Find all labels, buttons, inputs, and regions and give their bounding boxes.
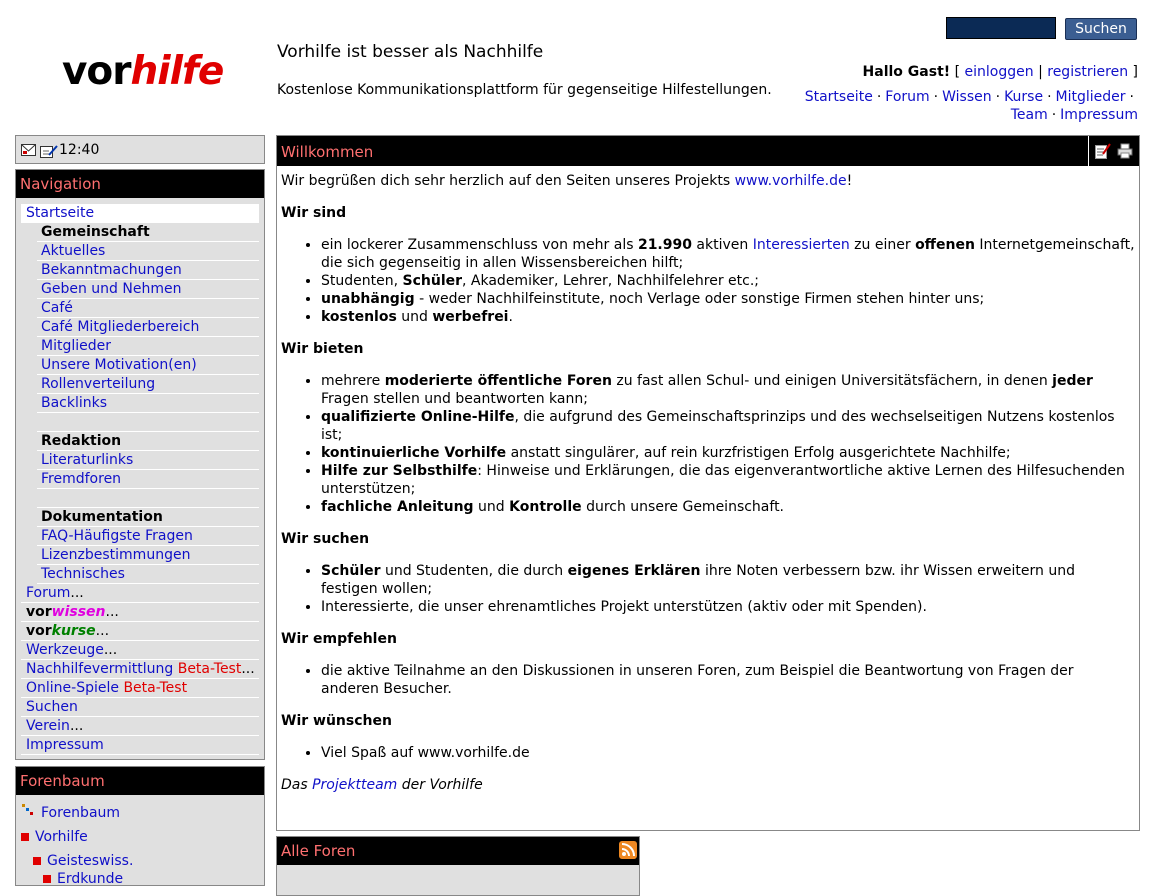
search-button[interactable]: Suchen <box>1065 18 1137 40</box>
nav-item-startseite[interactable]: Startseite <box>21 204 259 223</box>
forenbaum-title: Forenbaum <box>16 767 264 795</box>
nav-item-rollenverteilung[interactable]: Rollenverteilung <box>37 375 259 394</box>
top-navigation: Startseite · Forum · Wissen · Kurse · Mitglieder · Team · Impressum <box>804 89 1138 123</box>
edit-icon[interactable] <box>40 144 55 156</box>
alle-foren-header <box>277 837 639 865</box>
welcome-title: Willkommen <box>281 143 374 161</box>
folder-icon <box>21 833 29 841</box>
top-nav-startseite[interactable]: Startseite <box>804 89 873 105</box>
heading-wir-bieten: Wir bieten <box>281 341 364 357</box>
register-link[interactable]: registrieren <box>1047 64 1129 80</box>
nav-item-vorkurse[interactable]: vorkurse... <box>21 622 259 641</box>
interessierte-link[interactable]: Interessierten <box>752 237 850 253</box>
list-item: • Interessierte, die unser ehrenamtliches Projekt unterstützen (aktiv oder mit Spenden). <box>321 598 1135 616</box>
nav-item-verein[interactable]: Verein... <box>21 717 259 736</box>
nav-item-vorwissen[interactable]: vorwissen... <box>21 603 259 622</box>
navigation-list <box>21 204 259 755</box>
nav-item-motivation[interactable]: Unsere Motivation(en) <box>37 356 259 375</box>
nav-item-aktuelles[interactable]: Aktuelles <box>37 242 259 261</box>
mail-icon[interactable] <box>21 144 36 156</box>
list-wir-wuenschen <box>281 744 1135 762</box>
list-item: • Schüler und Studenten, die durch eigenes Erklären ihre Noten verbessern bzw. ihr Wissen erweitern und festigen wollen; <box>321 562 1135 598</box>
alle-foren-title: Alle Foren <box>281 842 356 860</box>
nav-item-cafe-mitgliederbereich[interactable]: Café Mitgliederbereich <box>37 318 259 337</box>
list-wir-sind <box>281 236 1135 326</box>
list-item: • kostenlos und werbefrei. <box>321 308 1135 326</box>
clock-time: 12:40 <box>59 142 100 158</box>
list-wir-bieten <box>281 372 1135 516</box>
rss-icon[interactable] <box>619 841 637 859</box>
nav-item-impressum[interactable]: Impressum <box>21 736 259 755</box>
intro-link[interactable]: www.vorhilfe.de <box>734 173 847 189</box>
list-item: • Viel Spaß auf www.vorhilfe.de <box>321 744 1135 762</box>
top-nav-impressum[interactable]: Impressum <box>1060 107 1138 123</box>
nav-item-fremdforen[interactable]: Fremdforen <box>37 470 259 489</box>
nav-item-online-spiele[interactable]: Online-Spiele Beta-Test <box>21 679 259 698</box>
welcome-tools <box>1088 136 1139 166</box>
tree-item-vorhilfe[interactable]: Vorhilfe <box>21 825 264 849</box>
nav-group-gemeinschaft: Gemeinschaft <box>37 223 259 242</box>
welcome-box <box>276 135 1140 831</box>
list-item: • Studenten, Schüler, Akademiker, Lehrer, Nachhilfelehrer etc.; <box>321 272 1135 290</box>
list-item: • die aktive Teilnahme an den Diskussionen in unseren Foren, zum Beispiel die Beantwortung von Fragen der anderen Besucher. <box>321 662 1135 698</box>
edit-icon[interactable] <box>1095 143 1111 163</box>
list-item: • fachliche Anleitung und Kontrolle durch unsere Gemeinschaft. <box>321 498 1135 516</box>
tree-root[interactable]: Forenbaum <box>21 801 264 825</box>
heading-wir-sind: Wir sind <box>281 205 347 221</box>
list-item: • qualifizierte Online-Hilfe, die aufgrund des Gemeinschaftsprinzips und des wechselseitigen Nutzens kostenlos ist; <box>321 408 1135 444</box>
folder-icon <box>43 875 51 883</box>
nav-item-geben-und-nehmen[interactable]: Geben und Nehmen <box>37 280 259 299</box>
nav-item-literaturlinks[interactable]: Literaturlinks <box>37 451 259 470</box>
list-item: • mehrere moderierte öffentliche Foren zu fast allen Schul- und einigen Universitätsfächern, in denen jeder Fragen stellen und beantworten kann; <box>321 372 1135 408</box>
alle-foren-box <box>276 836 640 896</box>
list-item: • kontinuierliche Vorhilfe anstatt singulärer, auf rein kurzfristigen Erfolg ausgerichtete Nachhilfe; <box>321 444 1135 462</box>
tree-item-geisteswiss[interactable]: Geisteswiss. <box>21 849 264 873</box>
nav-item-forum[interactable]: Forum... <box>21 584 259 603</box>
folder-icon <box>33 857 41 865</box>
heading-wir-suchen: Wir suchen <box>281 531 370 547</box>
nav-item-backlinks[interactable]: Backlinks <box>37 394 259 413</box>
nav-item-nachhilfevermittlung[interactable]: Nachhilfevermittlung Beta-Test... <box>21 660 259 679</box>
list-item: • ein lockerer Zusammenschluss von mehr als 21.990 aktiven Interessierten zu einer offenen Internetgemeinschaft, die sich gegenseitig in allen Wissensbereichen hilft; <box>321 236 1135 272</box>
site-slogan: Vorhilfe ist besser als Nachhilfe <box>277 42 544 62</box>
nav-group-redaktion: Redaktion <box>37 432 259 451</box>
site-logo[interactable]: vorhilfe <box>62 49 224 94</box>
nav-item-lizenzbestimmungen[interactable]: Lizenzbestimmungen <box>37 546 259 565</box>
heading-wir-wuenschen: Wir wünschen <box>281 713 392 729</box>
search-input[interactable] <box>946 17 1056 39</box>
list-item: • unabhängig - weder Nachhilfeinstitute, noch Verlage oder sonstige Firmen stehen hinter uns; <box>321 290 1135 308</box>
nav-item-werkzeuge[interactable]: Werkzeuge... <box>21 641 259 660</box>
nav-item-mitglieder[interactable]: Mitglieder <box>37 337 259 356</box>
tree-icon <box>21 801 35 825</box>
nav-spacer <box>37 489 259 508</box>
nav-item-cafe[interactable]: Café <box>37 299 259 318</box>
intro-paragraph: Wir begrüßen dich sehr herzlich auf den Seiten unseres Projekts www.vorhilfe.de! <box>281 173 853 189</box>
list-item: • Hilfe zur Selbsthilfe: Hinweise und Erklärungen, die das eigenverantwortliche aktive Lernen des Hilfesuchenden unterstützen; <box>321 462 1135 498</box>
clock-box <box>15 135 265 164</box>
nav-item-bekanntmachungen[interactable]: Bekanntmachungen <box>37 261 259 280</box>
top-nav-kurse[interactable]: Kurse <box>1004 89 1044 105</box>
welcome-content <box>277 166 1139 794</box>
heading-wir-empfehlen: Wir empfehlen <box>281 631 397 647</box>
top-nav-mitglieder[interactable]: Mitglieder <box>1055 89 1126 105</box>
nav-item-suchen[interactable]: Suchen <box>21 698 259 717</box>
signature: Das Projektteam der Vorhilfe <box>281 777 483 793</box>
top-nav-wissen[interactable]: Wissen <box>942 89 992 105</box>
site-subtitle: Kostenlose Kommunikationsplattform für gegenseitige Hilfestellungen. <box>277 82 772 98</box>
forenbaum-box <box>15 766 265 886</box>
top-nav-forum[interactable]: Forum <box>885 89 930 105</box>
projektteam-link[interactable]: Projektteam <box>312 777 398 793</box>
login-link[interactable]: einloggen <box>964 64 1034 80</box>
print-icon[interactable] <box>1117 143 1133 163</box>
navigation-title: Navigation <box>16 170 264 198</box>
welcome-header <box>277 136 1139 166</box>
forenbaum-tree <box>16 795 264 891</box>
user-greeting: Hallo Gast! [ einloggen | registrieren ] <box>862 64 1138 80</box>
nav-spacer <box>37 413 259 432</box>
navigation-box <box>15 169 265 760</box>
list-wir-empfehlen <box>281 662 1135 698</box>
tree-item-erdkunde[interactable]: Erdkunde <box>21 867 264 891</box>
list-wir-suchen <box>281 562 1135 616</box>
nav-item-faq[interactable]: FAQ-Häufigste Fragen <box>37 527 259 546</box>
nav-item-technisches[interactable]: Technisches <box>37 565 259 584</box>
top-nav-team[interactable]: Team <box>1010 107 1048 123</box>
nav-group-dokumentation: Dokumentation <box>37 508 259 527</box>
